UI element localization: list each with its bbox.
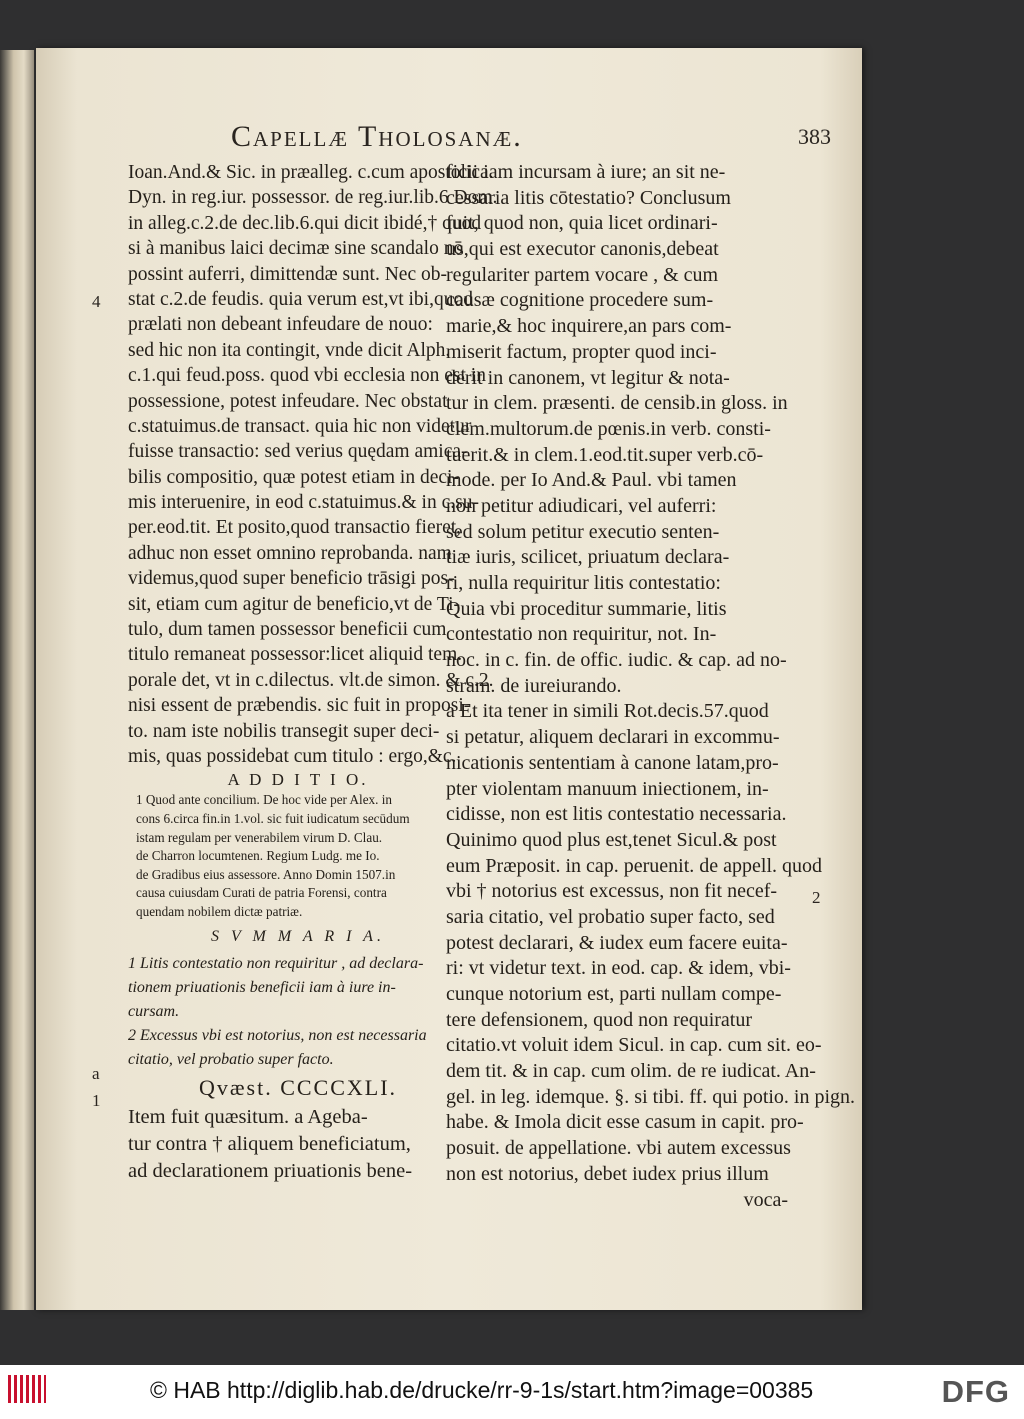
right-body-text <box>446 160 856 1188</box>
text-line: tur in clem. præsenti. de censib.in gloss. in <box>446 392 788 415</box>
text-line: citatio, vel probatio super facto. <box>128 1050 334 1068</box>
right-column <box>446 160 856 1213</box>
folio-number: 383 <box>798 124 831 149</box>
additio-heading: A D D I T I O. <box>227 770 369 790</box>
text-line: tuerit.& in clem.1.eod.tit.super verb.cō- <box>446 443 764 466</box>
book-page <box>36 48 862 1310</box>
text-line: cons 6.circa fin.in 1.vol. sic fuit iudicatum secūdum <box>136 810 410 826</box>
text-line: clem.multorum.de pœnis.in verb. consti- <box>446 417 771 440</box>
text-line: pter violentam manuum iniectionem, in- <box>446 777 769 800</box>
page-header <box>231 120 831 160</box>
text-line: possint auferri, dimittendæ sunt. Nec ob- <box>128 263 447 285</box>
text-line: tulo, dum tamen possessor beneficii cum <box>128 619 447 641</box>
text-line: causæ cognitione procedere sum- <box>446 289 714 312</box>
footer-bar <box>0 1365 1024 1419</box>
text-line: titulo remaneat possessor:licet aliquid tem. <box>128 644 463 666</box>
text-line: Dyn. in reg.iur. possessor. de reg.iur.lib.6 Dom. <box>128 187 498 209</box>
running-title: Capellæ Tholosanæ. <box>231 120 523 153</box>
text-line: sed solum petitur executio senten- <box>446 520 720 543</box>
text-line: mode. per Io And.& Paul. vbi tamen <box>446 469 737 492</box>
text-line: nicationis sententiam à canone latam,pro- <box>446 751 779 774</box>
text-line: potest declarari, & iudex eum facere euita- <box>446 931 788 954</box>
text-line: vbi † notorius est excessus, non fit necef- <box>446 880 778 903</box>
text-line: cunque notorium est, parti nullam compe- <box>446 983 782 1005</box>
text-line: bilis compositio, quæ potest etiam in deci- <box>128 466 459 488</box>
margin-letter-a: a <box>92 1064 100 1083</box>
left-body-text <box>128 160 498 769</box>
catchword: voca- <box>743 1188 788 1211</box>
margin-number-1: 1 <box>92 1091 101 1110</box>
text-line: stat c.2.de feudis. quia verum est,vt ibi,quod <box>128 288 473 310</box>
text-line: dem tit. & in cap. cum olim. de re iudicat. An- <box>446 1060 816 1083</box>
adjacent-page-edge <box>0 50 34 1310</box>
margin-number-4: 4 <box>92 292 101 311</box>
text-line: citatio.vt voluit idem Sicul. in cap. cum sit. eo- <box>446 1034 822 1057</box>
text-line: ri, nulla requiritur litis contestatio: <box>446 572 721 594</box>
text-line: regulariter partem vocare , & cum <box>446 263 719 286</box>
quaestio-text <box>128 1104 468 1185</box>
margin-number-2: 2 <box>812 888 821 907</box>
summaria-heading: S V M M A R I A. <box>211 927 385 945</box>
copyright-url[interactable]: © HAB http://diglib.hab.de/drucke/rr-9-1s/start.htm?image=00385 <box>150 1377 814 1403</box>
text-line: eum Præposit. in cap. peruenit. de appell. quod <box>446 854 823 877</box>
text-line: non est notorius, debet iudex prius illum <box>446 1162 769 1185</box>
text-line: causa cuiusdam Curati de patria Forensi, contra <box>136 885 387 901</box>
text-line: non petitur adiudicari, vel auferri: <box>446 494 717 517</box>
additio-notes <box>128 791 468 921</box>
dfg-logo: DFG <box>941 1374 1010 1409</box>
text-line: marie,& hoc inquirere,an pars com- <box>446 315 732 338</box>
text-line: videmus,quod super beneficio trāsigi pos- <box>128 568 455 590</box>
text-line: tionem priuationis beneficii iam à iure in- <box>128 978 396 996</box>
text-line: c.1.qui feud.poss. quod vbi ecclesia non est in <box>128 365 486 387</box>
text-line: tur contra † aliquem beneficiatum, <box>128 1132 411 1155</box>
text-line: Item fuit quæsitum. a Ageba- <box>128 1105 368 1128</box>
text-line: istam regulam per venerabilem virum D. Clau. <box>136 829 383 845</box>
text-line: 1 Litis contestatio non requiritur , ad declara- <box>128 954 424 972</box>
text-line: sit, etiam cum agitur de beneficio,vt de Ti- <box>128 593 460 615</box>
text-line: fuit, quod non, quia licet ordinari- <box>446 212 718 235</box>
text-line: cursam. <box>128 1002 180 1020</box>
text-line: si à manibus laici decimæ sine scandalo nō <box>128 238 464 260</box>
text-line: 2 Excessus vbi est notorius, non est necessaria <box>128 1026 427 1044</box>
text-line: habe. & Imola dicit esse casum in capit. pro- <box>446 1111 804 1134</box>
text-line: saria citatio, vel probatio super facto, sed <box>446 905 775 928</box>
text-line: porale det, vt in c.dilectus. vlt.de simon. & c.2. <box>128 669 494 691</box>
text-line: 1 Quod ante concilium. De hoc vide per Alex. in <box>136 792 392 808</box>
text-line: fuisse transactio: sed verius quędam amica- <box>128 441 468 463</box>
text-line: c.statuimus.de transact. quia hic non videtur <box>128 415 472 437</box>
text-line: us,qui est executor canonis,debeat <box>446 238 719 261</box>
text-line: Quia vbi proceditur summarie, litis <box>446 597 727 620</box>
left-column <box>128 160 498 1185</box>
text-line: miserit factum, propter quod inci- <box>446 340 717 363</box>
quaestio-heading: Qvæst. CCCCXLI. <box>198 1074 398 1100</box>
text-line: cessaria litis cōtestatio? Conclusum <box>446 186 731 209</box>
text-line: a Et ita tener in simili Rot.decis.57.quod <box>446 700 769 723</box>
text-line: ficii iam incursam à iure; an sit ne- <box>446 161 726 183</box>
text-line: mis, quas possidebat cum titulo : ergo,&c. <box>128 745 457 767</box>
text-line: mis interuenire, in eod c.statuimus.& in c.su- <box>128 492 479 514</box>
text-line: stram. de iureiurando. <box>446 674 622 697</box>
text-line: noc. in c. fin. de offic. iudic. & cap. ad no- <box>446 649 787 672</box>
text-line: de Charron locumtenen. Regium Ludg. me Io. <box>136 848 380 864</box>
text-line: in alleg.c.2.de dec.lib.6.qui dicit ibidé,† quod <box>128 212 482 234</box>
text-line: adhuc non esset omnino reprobanda. nam <box>128 542 452 564</box>
text-line: ri: vt videtur text. in eod. cap. & idem, vbi- <box>446 957 791 980</box>
text-line: Quinimo quod plus est,tenet Sicul.& post <box>446 828 777 851</box>
text-line: si petatur, aliquem declarari in excommu- <box>446 726 780 749</box>
text-line: gel. in leg. idemque. §. si tibi. ff. qui potio. in pign. <box>446 1085 856 1108</box>
summaria-list <box>128 952 468 1072</box>
text-line: prælati non debeant infeudare de nouo: <box>128 314 433 336</box>
text-line: ad declarationem priuationis bene- <box>128 1159 413 1182</box>
text-line: nisi essent de præbendis. sic fuit in proposi- <box>128 695 471 717</box>
text-line: tiæ iuris, scilicet, priuatum declara- <box>446 546 730 569</box>
text-line: sed hic non ita contingit, vnde dicit Alph. <box>128 339 451 361</box>
text-line: contestatio non requiritur, not. In- <box>446 623 717 646</box>
text-line: quendam nobilem dictæ patriæ. <box>136 903 303 919</box>
text-line: per.eod.tit. Et posito,quod transactio fieret, <box>128 517 462 539</box>
text-line: derit in canonem, vt legitur & nota- <box>446 366 730 389</box>
text-line: tere defensionem, quod non requiratur <box>446 1008 753 1031</box>
text-line: cidisse, non est litis contestatio necessaria. <box>446 803 787 826</box>
text-line: Ioan.And.& Sic. in præalleg. c.cum apostolica. <box>128 162 494 183</box>
text-line: possessione, potest infeudare. Nec obstat <box>128 390 448 412</box>
text-line: posuit. de appellatione. vbi autem excessus <box>446 1137 791 1160</box>
text-line: de Gradibus eius assessore. Anno Domin 1507.in <box>136 866 396 882</box>
text-line: to. nam iste nobilis transegit super deci- <box>128 720 440 742</box>
hab-barcode-icon <box>8 1375 46 1403</box>
